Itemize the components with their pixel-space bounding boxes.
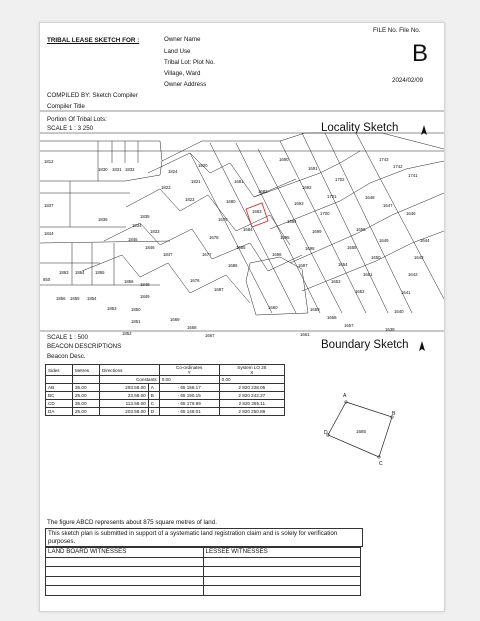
plot-label-1697: 1697: [298, 263, 308, 268]
plot-label-1680: 1680: [226, 199, 236, 204]
land-board-witnesses-heading: LAND BOARD WITNESSES: [46, 548, 204, 558]
land-use-field: Land Use: [164, 48, 191, 55]
plot-label-1849: 1849: [140, 294, 150, 299]
beacon-table: [45, 364, 285, 416]
file-number: FILE No. File No.: [373, 27, 421, 34]
witness-line: [46, 576, 204, 586]
col-metres: Metres: [73, 365, 100, 376]
plot-label-1741: 1741: [408, 173, 418, 178]
beacon-desc: Beacon Desc.: [47, 353, 86, 360]
plot-label-1852: 1852: [122, 331, 132, 336]
plot-label-1698: 1698: [305, 246, 315, 251]
table-row: [46, 384, 285, 392]
boundary-north-arrow-icon: [419, 341, 425, 351]
row-side: AB: [46, 384, 73, 392]
plot-label-1657: 1657: [344, 323, 354, 328]
vertex-label-c: C: [379, 461, 383, 467]
village-ward-field: Village, Ward: [164, 70, 201, 77]
plot-label-1848: 1848: [140, 282, 150, 287]
plot-label-1679: 1679: [218, 217, 228, 222]
plot-label-1830: 1830: [98, 167, 108, 172]
coord-title: Co-ordinates: [176, 365, 203, 370]
row-x: 2 820 242.27: [219, 392, 284, 400]
plot-label-850: 850: [43, 277, 51, 282]
row-y: - 65 179.99: [159, 400, 219, 408]
witness-line: [203, 567, 361, 577]
witness-line: [46, 567, 204, 577]
col-x-label: X: [250, 370, 254, 375]
plot-label-1667: 1667: [205, 333, 215, 338]
plot-label-1844: 1844: [44, 231, 54, 236]
plot-label-1687: 1687: [214, 287, 224, 292]
plot-label-1655: 1655: [347, 245, 357, 250]
plot-label-1864: 1864: [75, 270, 85, 275]
plot-label-1683: 1683: [252, 209, 262, 214]
owner-address-field: Owner Address: [164, 81, 207, 88]
plot-label-1836: 1836: [98, 217, 108, 222]
plot-label-1846: 1846: [145, 245, 155, 250]
boundary-sketch-title: Boundary Sketch: [321, 339, 409, 351]
plot-label-1823: 1823: [161, 185, 171, 190]
plot-label-1831: 1831: [112, 167, 122, 172]
plot-label-1820: 1820: [198, 163, 208, 168]
plot-label-1643: 1643: [414, 255, 424, 260]
plot-label-1863: 1863: [59, 270, 69, 275]
plot-label-1656: 1656: [356, 227, 366, 232]
plot-label-1847: 1847: [163, 252, 173, 257]
vertex-label-d: D: [324, 430, 328, 436]
constant-x: 0.00: [219, 376, 284, 384]
row-beacon: B: [148, 392, 159, 400]
plot-label-1668: 1668: [187, 325, 197, 330]
plot-label-1834: 1834: [132, 223, 142, 228]
locality-scale: SCALE 1 : 3 250: [47, 125, 94, 132]
plot-label-1742: 1742: [393, 164, 403, 169]
plot-label-1832: 1832: [125, 167, 135, 172]
table-row: [46, 400, 285, 408]
row-y: - 65 190.15: [159, 392, 219, 400]
plot-label-1691: 1691: [308, 166, 318, 171]
compiled-by: COMPILED BY: Sketch Compiler: [47, 92, 138, 99]
beacon-table-header: [46, 365, 285, 376]
table-row: [46, 392, 285, 400]
row-x: 2 820 250.89: [219, 408, 284, 416]
plot-label-1835: 1835: [140, 214, 150, 219]
col-x: [219, 365, 284, 376]
plot-label-1650: 1650: [371, 255, 381, 260]
plot-label-1822: 1822: [185, 197, 195, 202]
plot-label-1644: 1644: [420, 238, 430, 243]
plot-label-1851: 1851: [131, 319, 141, 324]
plot-label-1855: 1855: [70, 296, 80, 301]
compiler-title: Compiler Title: [47, 103, 85, 110]
plot-label-1692: 1692: [302, 185, 312, 190]
row-side: BC: [46, 392, 73, 400]
vertex-label-a: A: [343, 393, 347, 399]
row-direction: 113.58.00: [100, 400, 149, 408]
sheet-date: 2024/02/09: [392, 77, 423, 84]
plot-label-1661: 1661: [300, 332, 310, 337]
plot-label-1660: 1660: [268, 305, 278, 310]
row-beacon: D: [148, 408, 159, 416]
witness-line: [46, 586, 204, 596]
plot-label-1669: 1669: [170, 317, 180, 322]
col-y: [159, 365, 219, 376]
witness-table: [45, 547, 361, 596]
plot-label-1686: 1686: [228, 263, 238, 268]
area-note: The figure ABCD represents about 875 square metres of land.: [47, 519, 217, 526]
plot-label-1639: 1639: [385, 327, 395, 332]
plot-label-1642: 1642: [408, 272, 418, 277]
row-metres: 35.00: [73, 384, 100, 392]
boundary-scale: SCALE 1 : 500: [47, 334, 88, 341]
witness-line: [203, 557, 361, 567]
row-direction: 293.58.00: [100, 384, 149, 392]
boundary-plot-label: 1685: [356, 429, 367, 434]
row-direction: 23.58.00: [100, 392, 149, 400]
plot-label-1845: 1845: [128, 237, 138, 242]
plot-label-1702: 1702: [335, 177, 345, 182]
row-metres: 35.00: [73, 400, 100, 408]
plot-label-1866: 1866: [124, 279, 134, 284]
plot-label-1659: 1659: [310, 307, 320, 312]
table-row: [46, 408, 285, 416]
plot-label-1821: 1821: [191, 179, 201, 184]
sheet-letter: B: [412, 40, 429, 67]
plot-label-1641: 1641: [401, 290, 411, 295]
plot-label-1651: 1651: [363, 272, 373, 277]
witness-line: [203, 586, 361, 596]
row-x: 2 820 228.05: [219, 384, 284, 392]
row-y: - 65 158.17: [159, 384, 219, 392]
coord-system: System LO 25: [237, 365, 267, 370]
plot-label-1684: 1684: [243, 227, 253, 232]
row-direction: 203.58.00: [100, 408, 149, 416]
col-sides: Sides: [46, 365, 73, 376]
plot-label-1696: 1696: [272, 252, 282, 257]
constants-row: [46, 376, 285, 384]
plot-label-1694: 1694: [287, 219, 297, 224]
plot-label-1681: 1681: [234, 179, 244, 184]
plot-label-1865: 1865: [95, 270, 105, 275]
plot-label-1743: 1743: [379, 157, 389, 162]
lease-sketch-sheet: [39, 22, 445, 612]
plot-label-1824: 1824: [168, 169, 178, 174]
beacon-descriptions-heading: BEACON DESCRIPTIONS: [47, 343, 122, 350]
plot-label-1677: 1677: [202, 252, 212, 257]
plot-label-1690: 1690: [279, 157, 289, 162]
row-side: DA: [46, 408, 73, 416]
plot-label-1648: 1648: [365, 195, 375, 200]
row-metres: 25.00: [73, 408, 100, 416]
plot-label-1647: 1647: [383, 203, 393, 208]
constant-y: 0.00: [159, 376, 219, 384]
row-side: CD: [46, 400, 73, 408]
plot-label-1701: 1701: [327, 194, 337, 199]
owner-name-field: Owner Name: [164, 36, 201, 43]
plot-label-1658: 1658: [327, 315, 337, 320]
plot-label-1856: 1856: [56, 296, 66, 301]
plot-label-1640: 1640: [394, 309, 404, 314]
lessee-witnesses-heading: LESSEE WITNESSES: [203, 548, 361, 558]
plot-label-1699: 1699: [312, 229, 322, 234]
plot-label-1837: 1837: [44, 203, 54, 208]
plot-label-1652: 1652: [355, 289, 365, 294]
plot-label-1649: 1649: [379, 238, 389, 243]
plot-number-field: Tribal Lot: Plot No.: [164, 59, 216, 66]
support-note: This sketch plan is submitted in support of a systematic land registration claim and is solely for verification purposes.: [45, 528, 363, 547]
plot-label-1646: 1646: [406, 211, 416, 216]
plot-label-1653: 1653: [331, 279, 341, 284]
locality-sketch-title: Locality Sketch: [321, 122, 399, 134]
document-title: TRIBAL LEASE SKETCH FOR :: [47, 37, 140, 44]
constants-label: Constants: [100, 376, 160, 384]
row-beacon: C: [148, 400, 159, 408]
plot-label-1693: 1693: [294, 201, 304, 206]
row-metres: 25.00: [73, 392, 100, 400]
vertex-label-b: B: [392, 411, 396, 417]
col-y-label: Y: [187, 370, 191, 375]
plot-label-1853: 1853: [107, 306, 117, 311]
plot-label-1682: 1682: [258, 189, 268, 194]
col-directions: Directions: [100, 365, 160, 376]
plot-label-1678: 1678: [209, 235, 219, 240]
witness-line: [46, 557, 204, 567]
plot-label-1676: 1676: [190, 278, 200, 283]
plot-label-1812: 1812: [44, 159, 54, 164]
plot-label-1833: 1833: [150, 229, 160, 234]
witness-line: [203, 576, 361, 586]
row-beacon: A: [148, 384, 159, 392]
portion-label: Portion Of Tribal Lots:: [47, 116, 107, 123]
plot-label-1854: 1854: [87, 296, 97, 301]
plot-label-1685: 1685: [236, 245, 246, 250]
plot-label-1850: 1850: [131, 307, 141, 312]
plot-label-1700: 1700: [320, 211, 330, 216]
row-x: 2 820 265.11: [219, 400, 284, 408]
plot-label-1654: 1654: [338, 262, 348, 267]
row-y: - 65 148.01: [159, 408, 219, 416]
plot-label-1695: 1695: [280, 235, 290, 240]
